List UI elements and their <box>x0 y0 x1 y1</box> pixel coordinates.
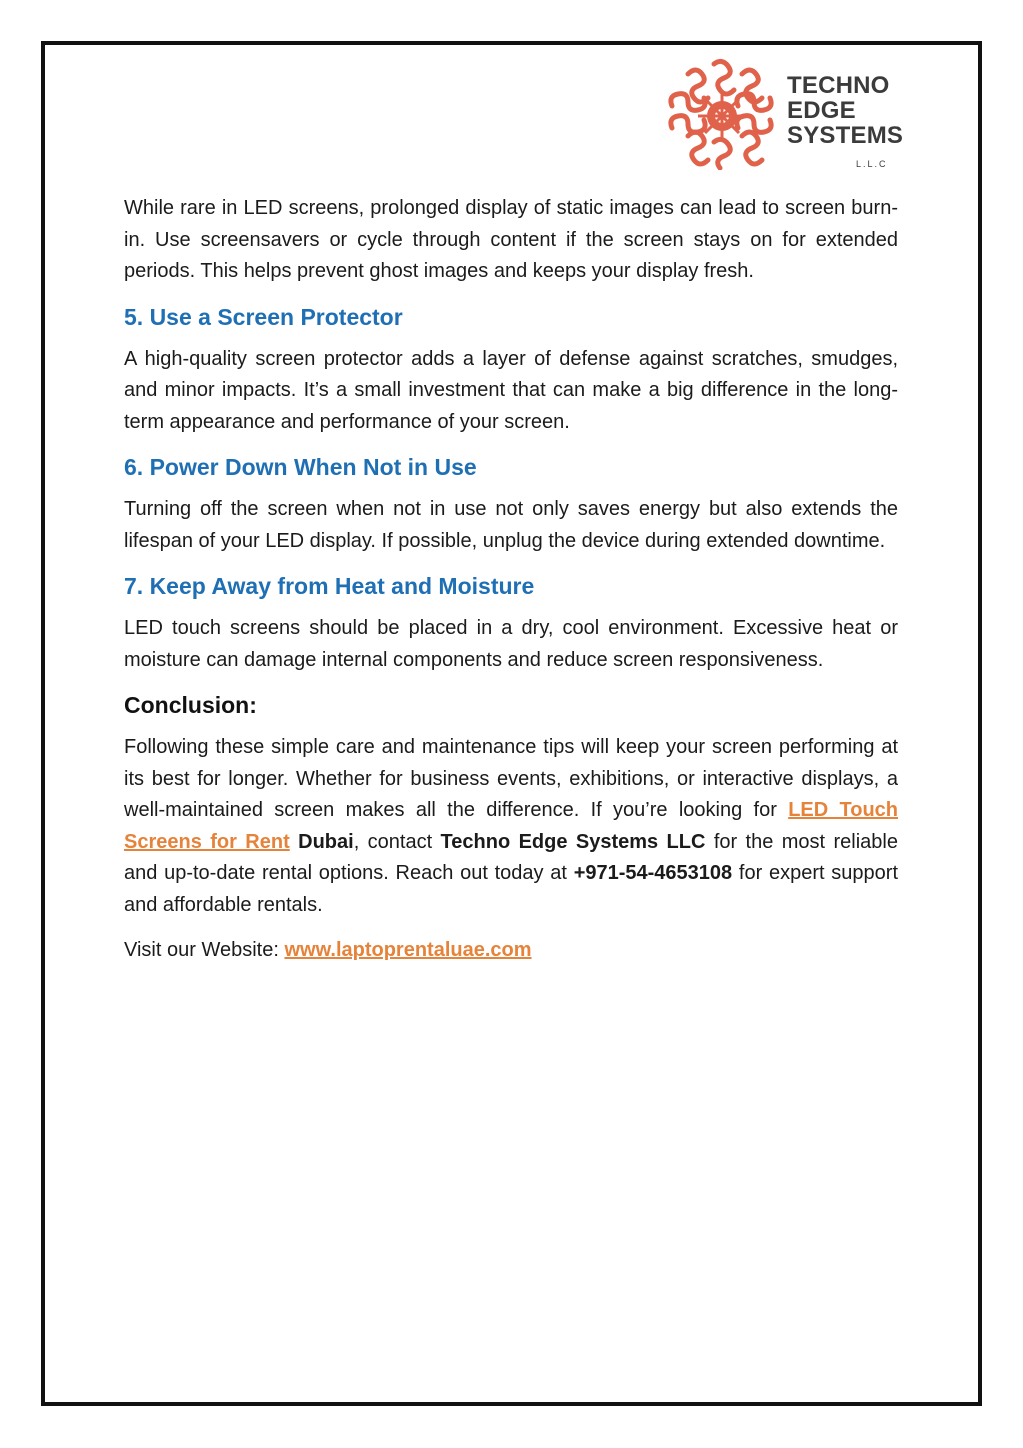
intro-paragraph: While rare in LED screens, prolonged display of static images can lead to screen burn-in. Use screensavers or cycle through content if the screen stays on for extended periods. This helps prevent ghost images and keeps your display fresh. <box>124 197 898 282</box>
conclusion-heading: Conclusion: <box>124 692 257 718</box>
logo-suffix: L.L.C <box>856 159 888 169</box>
logo-line-1: TECHNO <box>787 72 890 99</box>
conclusion-text: Following these simple care and maintenance tips will keep your screen performing at its best for longer. Whether for business events, exhibitions, or interactive displays, a well-maintained screen makes all the difference. If you’re looking for <box>124 736 898 821</box>
conclusion-text: for expert support and affordable rentals. <box>124 862 898 916</box>
led-rent-link[interactable]: LED Touch Screens for Rent <box>124 799 899 853</box>
section-heading: 6. Power Down When Not in Use <box>124 454 477 480</box>
phone-number: +971-54-4653108 <box>573 862 733 884</box>
section-heading: 5. Use a Screen Protector <box>124 303 403 330</box>
website-link[interactable]: www.laptoprentaluae.com <box>284 939 532 961</box>
city-name: Dubai <box>298 830 354 853</box>
logo-wordmark <box>787 74 903 149</box>
document-body <box>124 193 898 967</box>
company-name: Techno Edge Systems LLC <box>440 830 706 853</box>
website-line <box>124 935 898 967</box>
section-heading: 7. Keep Away from Heat and Moisture <box>124 573 535 599</box>
conclusion-paragraph <box>124 732 898 921</box>
conclusion-text: , contact <box>353 830 441 853</box>
section-body: Turning off the screen when not in use not only saves energy but also extends the lifespan of your LED display. If possible, unplug the device during extended downtime. <box>124 498 898 552</box>
section-body: A high-quality screen protector adds a layer of defense against scratches, smudges, and minor impacts. It’s a small investment that can make a big difference in the long-term appearance and performance of your screen. <box>124 347 898 433</box>
website-label: Visit our Website: <box>124 939 285 961</box>
logo-mark-icon <box>666 58 778 170</box>
section-body: LED touch screens should be placed in a dry, cool environment. Excessive heat or moisture can damage internal components and reduce screen responsiveness. <box>124 617 898 671</box>
logo-line-3: SYSTEMS <box>787 122 904 149</box>
conclusion-text: for the most reliable and up-to-date rental options. Reach out today at <box>124 830 898 884</box>
logo-line-2: EDGE <box>787 97 856 124</box>
company-logo <box>666 58 906 170</box>
